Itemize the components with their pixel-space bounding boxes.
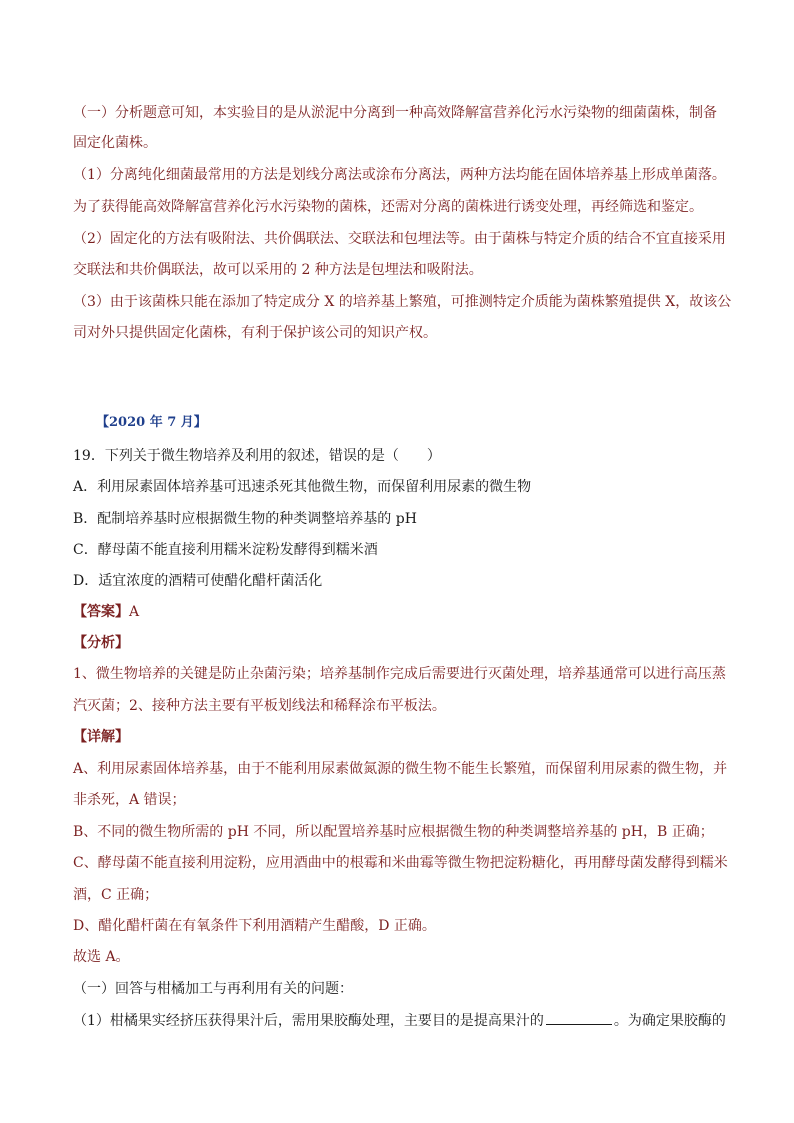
option-b: B．配制培养基时应根据微生物的种类调整培养基的 pH — [73, 511, 417, 527]
detail-label: 【详解】 — [73, 729, 129, 745]
detail-c-cont: 酒，C 正确； — [73, 887, 159, 903]
analysis-label: 【分析】 — [73, 635, 129, 651]
option-a: A．利用尿素固体培养基可迅速杀死其他微生物，而保留利用尿素的微生物 — [73, 479, 532, 495]
paragraph-point-2: （2）固定化的方法有吸附法、共价偶联法、交联法和包埋法等。由于菌株与特定介质的结合不宜直接采用 — [73, 231, 726, 247]
paragraph-point-2-cont: 交联法和共价偶联法，故可以采用的 2 种方法是包埋法和吸附法。 — [73, 262, 483, 278]
section3-question-1 — [73, 1010, 725, 1031]
answer-value: A — [129, 604, 140, 620]
detail-c: C、酵母菌不能直接利用淀粉，应用酒曲中的根霉和米曲霉等微生物把淀粉糖化，再用酵母菌发酵得到糯米 — [73, 855, 728, 871]
answer-blank — [546, 1010, 612, 1025]
answer-line — [73, 602, 725, 622]
analysis-text-cont: 汽灭菌；2、接种方法主要有平板划线法和稀释涂布平板法。 — [73, 698, 446, 714]
paragraph-point-1: （1）分离纯化细菌最常用的方法是划线分离法或涂布分离法，两种方法均能在固体培养基上形成单菌落。 — [73, 167, 726, 183]
date-tag: 【2020 年 7 月】 — [96, 415, 207, 430]
conclusion: 故选 A。 — [73, 949, 130, 965]
paragraph-analysis-intro: （一）分析题意可知，本实验目的是从淤泥中分离到一种高效降解富营养化污水污染物的细菌菌株，制备 — [73, 105, 717, 121]
detail-b: B、不同的微生物所需的 pH 不同，所以配置培养基时应根据微生物的种类调整培养基的 pH，B 正确； — [73, 824, 714, 840]
detail-d: D、醋化醋杆菌在有氧条件下利用酒精产生醋酸，D 正确。 — [73, 918, 436, 934]
paragraph-point-3-cont: 司对外只提供固定化菌株，有利于保护该公司的知识产权。 — [73, 325, 437, 341]
paragraph-analysis-intro-cont: 固定化菌株。 — [73, 135, 157, 151]
question-1-text-b: 。为确定果胶酶的 — [613, 1013, 726, 1029]
paragraph-point-1-cont: 为了获得能高效降解富营养化污水污染物的菌株，还需对分离的菌株进行诱变处理，再经筛选和鉴定。 — [73, 199, 703, 215]
question-stem: 19．下列关于微生物培养及利用的叙述，错误的是（ ） — [73, 448, 441, 464]
answer-label: 【答案】 — [73, 604, 129, 620]
question-1-text-a: （1）柑橘果实经挤压获得果汁后，需用果胶酶处理，主要目的是提高果汁的 — [73, 1013, 544, 1029]
analysis-text: 1、微生物培养的关键是防止杂菌污染；培养基制作完成后需要进行灭菌处理，培养基通常可以进行高压蒸 — [73, 666, 726, 682]
detail-a-cont: 非杀死，A 错误； — [73, 792, 186, 808]
paragraph-point-3: （3）由于该菌株只能在添加了特定成分 X 的培养基上繁殖，可推测特定介质能为菌株繁殖提供 X，故该公 — [73, 294, 732, 310]
detail-a: A、利用尿素固体培养基，由于不能利用尿素做氮源的微生物不能生长繁殖，而保留利用尿素的微生物，并 — [73, 761, 728, 777]
section3-intro: （一）回答与柑橘加工与再利用有关的问题： — [73, 981, 353, 997]
option-c: C．酵母菌不能直接利用糯米淀粉发酵得到糯米酒 — [73, 542, 378, 558]
option-d: D．适宜浓度的酒精可使醋化醋杆菌活化 — [73, 573, 323, 589]
